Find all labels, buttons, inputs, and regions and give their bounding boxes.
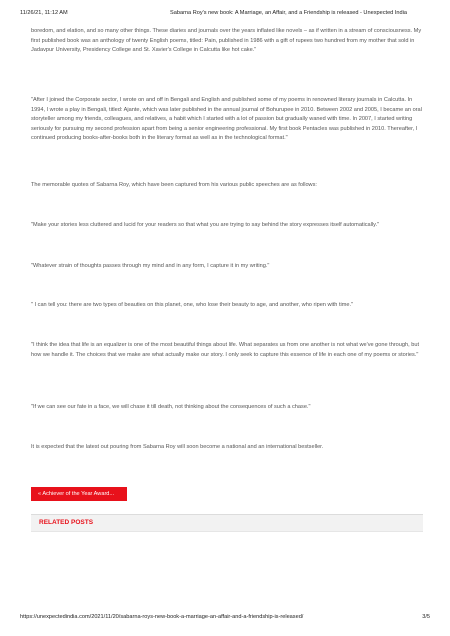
article-paragraph: It is expected that the latest out pouring from Sabarna Roy will soon become a national and an international bestseller. — [31, 444, 324, 450]
article-quote: "Whatever strain of thoughts passes through my mind and in any form, I capture it in my writing." — [31, 263, 270, 269]
article-paragraph: boredom, and elation, and so many other things. These diaries and journals over the years inflated like novels – as if written in a stream of consciousness. My first published book was an anthology of twenty English poems, titled: Pain, published in 1986 with a gift of rupees two hundred from my mother that sold in Jadavpur University, Presidency College and St. Xavier's College in Calcutta like hot cake." — [31, 28, 422, 53]
article-paragraph: "After I joined the Corporate sector, I wrote on and off in Bengali and English and published some of my poems in renowned literary journals in Calcutta. In 1994, I wrote a play in Bengali, titled: Ajante, which was later published in the annual journal of Bohurupee in 2010. Between 2002 and 2005, I became an oral storyteller among my friends, colleagues, and relatives, a habit which I started with a lot of passion but gradually waned with time. In 2007, I started writing seriously for pursuing my second profession apart from being a senior engineering professional. My first book Pentacles was published in 2010. Thereafter, I continued producing books-after-books both in the literary format as well as in the technological format." — [31, 97, 422, 141]
article-quote: " I can tell you: there are two types of beauties on this planet, one, who lose their beauty to age, and another, who ripen with time." — [31, 302, 354, 308]
print-datetime: 11/26/21, 11:12 AM — [20, 10, 68, 16]
print-page-title: Sabarna Roy's new book: A Marriage, an Affair, and a Friendship is released - Unexpected India — [170, 10, 407, 16]
page-number: 3/5 — [422, 614, 430, 620]
article-quote: "If we can see our fate in a face, we will chase it till death, not thinking about the consequences of such a chase." — [31, 404, 311, 410]
related-posts-header — [31, 514, 423, 532]
previous-post-button[interactable]: « Achiever of the Year Award... — [31, 487, 127, 501]
article-paragraph: The memorable quotes of Sabarna Roy, which have been captured from his various public speeches are as follows: — [31, 182, 317, 188]
print-url: https://unexpectedindia.com/2021/11/20/sabarna-roys-new-book-a-marriage-an-affair-and-a-friendship-is-released/ — [20, 614, 304, 620]
article-quote: "Make your stories less cluttered and lucid for your readers so that what you are trying to say behind the story expresses itself automatically." — [31, 222, 380, 228]
related-posts-label: RELATED POSTS — [39, 519, 94, 526]
article-quote: "I think the idea that life is an equalizer is one of the most beautiful things about life. What separates us from one another is not what we've gone through, but how we handle it. The choices that we make are what actually make our story. I only seek to capture this essence of life in each one of my poems or stories." — [31, 342, 420, 358]
